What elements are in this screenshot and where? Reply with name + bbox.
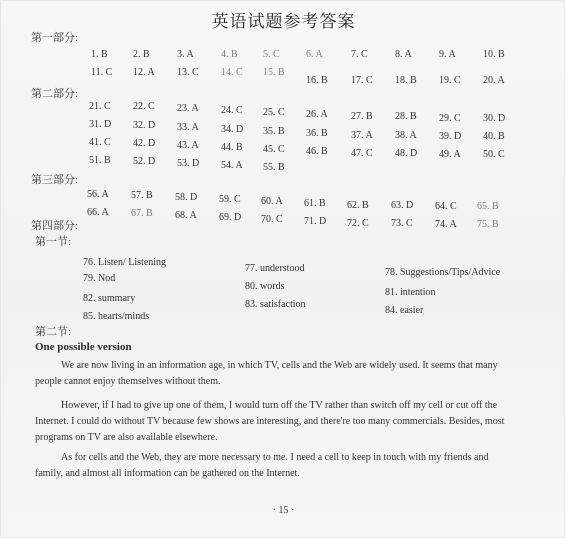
answer: 73. C: [391, 218, 413, 229]
answer: 84. easier: [385, 305, 424, 316]
answer: 11. C: [91, 67, 113, 78]
answer: 76. Listen/ Listening: [83, 257, 167, 268]
answer: 53. D: [177, 158, 200, 169]
answer: 57. B: [131, 190, 153, 201]
answer: 26. A: [306, 109, 328, 120]
answer: 25. C: [263, 107, 285, 118]
answer: 33. A: [177, 122, 199, 133]
answer: 4. B: [221, 49, 238, 60]
answer: 54. A: [221, 160, 243, 171]
answer: 7. C: [351, 49, 368, 60]
answer: 49. A: [439, 149, 461, 160]
answer: 29. C: [439, 113, 461, 124]
answer: 40. B: [483, 131, 505, 142]
answer: 34. D: [221, 124, 244, 135]
answer: 6. A: [306, 49, 323, 60]
answer: 66. A: [87, 207, 109, 218]
answer: 35. B: [263, 126, 285, 137]
answer: 81. intention: [385, 287, 436, 298]
essay-heading: One possible version: [35, 341, 132, 353]
answer: 43. A: [177, 140, 199, 151]
answer: 5. C: [263, 49, 280, 60]
answer: 18. B: [395, 75, 417, 86]
answer: 45. C: [263, 144, 285, 155]
answer: 51. B: [89, 155, 111, 166]
part2-label: 第二部分:: [31, 88, 79, 100]
answer: 52. D: [133, 156, 156, 167]
answer: 55. B: [263, 162, 285, 173]
answer: 17. C: [351, 75, 373, 86]
answer: 9. A: [439, 49, 456, 60]
part4-label: 第四部分:: [31, 220, 79, 232]
answer: 59. C: [219, 194, 241, 205]
answer: 69. D: [219, 212, 242, 223]
answer: 14. C: [221, 67, 243, 78]
answer: 32. D: [133, 120, 156, 131]
answer: 67. B: [131, 208, 153, 219]
answer: 39. D: [439, 131, 462, 142]
answer: 44. B: [221, 142, 243, 153]
part1-label: 第一部分:: [31, 32, 79, 44]
answer: 3. A: [177, 49, 194, 60]
answer: 15. B: [263, 67, 285, 78]
answer: 13. C: [177, 67, 199, 78]
answer: 80. words: [245, 281, 285, 292]
answer: 42. D: [133, 138, 156, 149]
answer: 48. D: [395, 148, 418, 159]
answer: 8. A: [395, 49, 412, 60]
answer: 28. B: [395, 111, 417, 122]
answer: 75. B: [477, 219, 499, 230]
answer: 47. C: [351, 148, 373, 159]
answer: 82. summary: [83, 293, 136, 304]
answer: 1. B: [91, 49, 108, 60]
part3-label: 第三部分:: [31, 174, 79, 186]
answer: 79. Nod: [83, 273, 116, 284]
answer: 19. C: [439, 75, 461, 86]
answer: 38. A: [395, 130, 417, 141]
essay-line: family, and almost all information can be gathered on the Internet.: [35, 468, 300, 479]
answer: 71. D: [304, 216, 327, 227]
section1-label: 第一节:: [35, 236, 72, 248]
essay-line: Internet. I could do without TV because few shows are interesting, and there're too many commercials. Besides, most: [35, 416, 505, 427]
answer: 77. understood: [245, 263, 305, 274]
answer: 30. D: [483, 113, 506, 124]
answer: 63. D: [391, 200, 414, 211]
answer: 83. satisfaction: [245, 299, 306, 310]
answer: 41. C: [89, 137, 111, 148]
essay-line: programs on TV are also available elsewhere.: [35, 432, 218, 443]
answer: 21. C: [89, 101, 111, 112]
answer: 27. B: [351, 111, 373, 122]
answer: 23. A: [177, 103, 199, 114]
answer: 36. B: [306, 128, 328, 139]
answer: 50. C: [483, 149, 505, 160]
essay-line: As for cells and the Web, they are more necessary to me. I need a cell to keep in touch with my friends and: [61, 452, 489, 463]
answer: 68. A: [175, 210, 197, 221]
answer: 22. C: [133, 101, 155, 112]
answer: 20. A: [483, 75, 505, 86]
answer: 24. C: [221, 105, 243, 116]
answer: 62. B: [347, 200, 369, 211]
answer: 78. Suggestions/Tips/Advice: [385, 267, 501, 278]
answer: 58. D: [175, 192, 198, 203]
answer: 12. A: [133, 67, 155, 78]
answer: 61. B: [304, 198, 326, 209]
answer: 56. A: [87, 189, 109, 200]
answer: 72. C: [347, 218, 369, 229]
essay-line: However, if I had to give up one of them, I would turn off the TV rather than switch off my cell or cut off the: [61, 400, 498, 411]
answer: 64. C: [435, 201, 457, 212]
answer: 16. B: [306, 75, 328, 86]
answer: 31. D: [89, 119, 112, 130]
answer: 2. B: [133, 49, 150, 60]
answer: 46. B: [306, 146, 328, 157]
page-number: · 15 ·: [272, 505, 295, 516]
answer: 60. A: [261, 196, 283, 207]
essay-line: people cannot enjoy themselves without them.: [35, 376, 221, 387]
answer: 70. C: [261, 214, 283, 225]
answer: 37. A: [351, 130, 373, 141]
answer: 65. B: [477, 201, 499, 212]
answer: 74. A: [435, 219, 457, 230]
page-title: 英语试题参考答案: [211, 12, 356, 31]
essay-line: We are now living in an information age, in which TV, cells and the Web are widely used. It seems that many: [61, 360, 498, 371]
answer: 10. B: [483, 49, 505, 60]
answer: 85. hearts/minds: [83, 311, 150, 322]
section2-label: 第二节:: [35, 326, 72, 338]
